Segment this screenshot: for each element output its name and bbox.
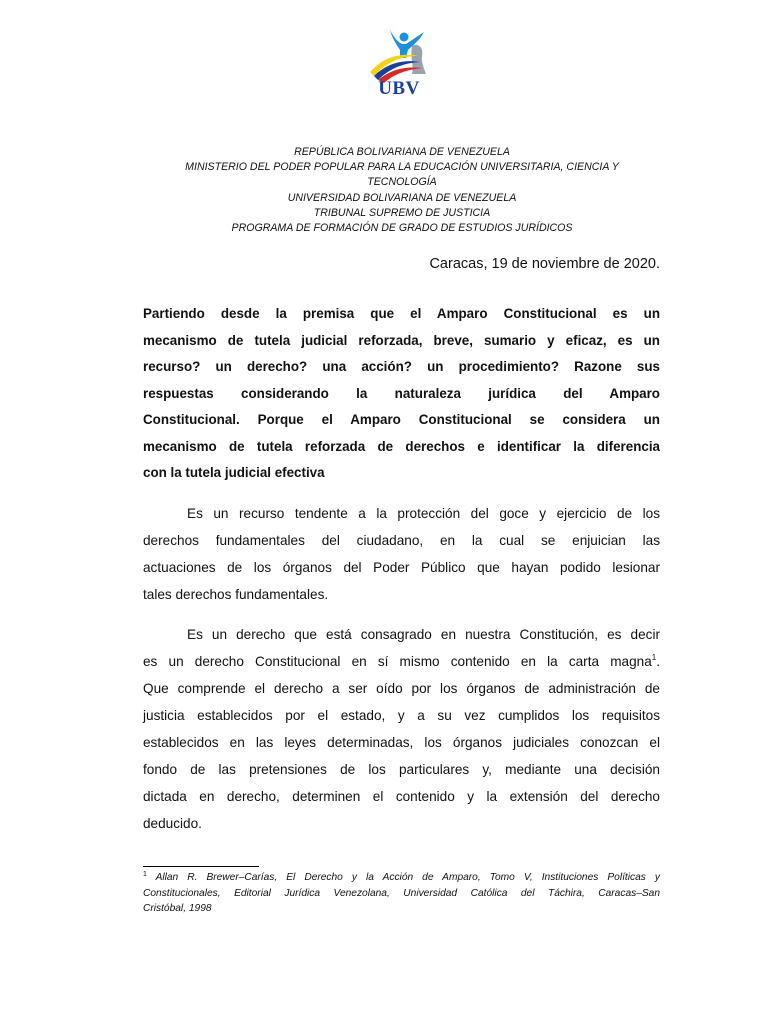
footnote — [143, 870, 660, 917]
question-block — [143, 301, 660, 487]
paragraph-line: fondo de las pretensiones de los particulares y, mediante una decisión — [143, 762, 660, 777]
question-line: mecanismo de tutela reforzada de derechos e identificar la diferencia — [143, 438, 660, 454]
footnote-reference[interactable]: 1 — [651, 653, 657, 662]
header-line: TECNOLOGÍA — [367, 176, 437, 189]
question-line: Partiendo desde la premisa que el Amparo Constitucional es un — [143, 306, 660, 321]
logo-text: UBV — [378, 78, 420, 99]
paragraph-line: Que comprende el derecho a ser oído por los órganos de administración de — [143, 681, 660, 696]
paragraph-line: derechos fundamentales del ciudadano, en la cual se enjuician las — [143, 533, 660, 548]
paragraph-text: es un derecho Constitucional en sí mismo contenido en la carta magna — [143, 654, 652, 669]
footnote-line — [143, 870, 660, 886]
footnote-text: Allan R. Brewer–Carías, El Derecho y la Acción de Amparo, Tomo V, Instituciones Políticas y — [155, 872, 660, 883]
paragraph-line: dictada en derecho, determinen el contenido y la extensión del derecho — [143, 789, 660, 804]
ubv-logo — [366, 28, 436, 104]
institution-header — [140, 145, 664, 236]
paragraph-line: deducido. — [143, 816, 202, 831]
footnote-line: Cristóbal, 1998 — [143, 903, 212, 914]
question-line: respuestas considerando la naturaleza jurídica del Amparo — [143, 385, 660, 401]
paragraph-line: justicia establecidos por el estado, y a su vez cumplidos los requisitos — [143, 708, 660, 723]
question-line: recurso? un derecho? una acción? un procedimiento? Razone sus — [143, 359, 660, 374]
footnote-divider — [143, 866, 259, 867]
paragraph-line: establecidos en las leyes determinadas, los órganos judiciales conozcan el — [143, 735, 660, 750]
header-line: MINISTERIO DEL PODER POPULAR PARA LA EDUCACIÓN UNIVERSITARIA, CIENCIA Y — [185, 161, 619, 174]
paragraph-line: tales derechos fundamentales. — [143, 587, 329, 602]
header-line: UNIVERSIDAD BOLIVARIANA DE VENEZUELA — [287, 191, 517, 204]
ubv-emblem-icon — [366, 28, 436, 84]
question-line: con la tutela judicial efectiva — [143, 465, 325, 480]
paragraph-1 — [143, 500, 660, 608]
paragraph-line: Es un derecho que está consagrado en nuestra Constitución, es decir — [187, 627, 660, 642]
header-line: REPÚBLICA BOLIVARIANA DE VENEZUELA — [294, 146, 510, 158]
footnote-line: Constitucionales, Editorial Jurídica Venezolana, Universidad Católica del Táchira, Caracas–San — [143, 887, 660, 899]
paragraph-line: Es un recurso tendente a la protección del goce y ejercicio de los — [187, 506, 660, 521]
paragraph-line: actuaciones de los órganos del Poder Público que hayan podido lesionar — [143, 560, 660, 575]
paragraph-2 — [143, 621, 660, 837]
document-date: Caracas, 19 de noviembre de 2020. — [429, 256, 660, 272]
reference-suffix: . — [656, 654, 660, 669]
header-line: PROGRAMA DE FORMACIÓN DE GRADO DE ESTUDIOS JURÍDICOS — [231, 222, 573, 235]
question-line: Constitucional. Porque el Amparo Constitucional se considera un — [143, 412, 660, 427]
footnote-marker: 1 — [143, 871, 147, 878]
question-line: mecanismo de tutela judicial reforzada, breve, sumario y eficaz, es un — [143, 332, 660, 348]
header-line: TRIBUNAL SUPREMO DE JUSTICIA — [313, 206, 491, 219]
paragraph-line-with-ref — [143, 648, 660, 675]
